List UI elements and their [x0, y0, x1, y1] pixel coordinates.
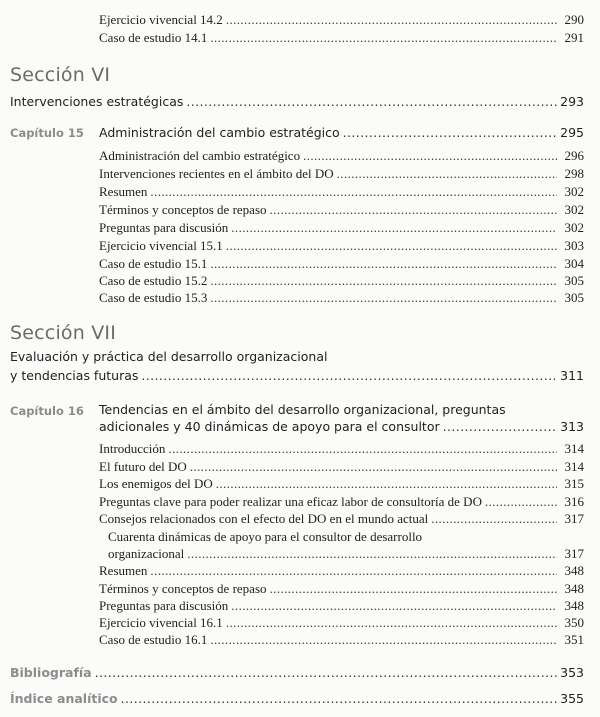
- entry-title: Caso de estudio 16.1: [99, 632, 208, 647]
- entry-page: 351: [564, 632, 584, 647]
- toc-entry: [99, 632, 584, 648]
- toc-entry: [99, 256, 584, 272]
- entry-title: Términos y conceptos de repaso: [99, 581, 267, 596]
- leader-dots: [150, 563, 557, 579]
- toc-entry: [99, 30, 584, 46]
- toc-entry: [99, 273, 584, 289]
- entry-title: Ejercicio vivencial 16.1: [99, 615, 223, 630]
- entry-page: 314: [564, 459, 584, 474]
- leader-dots: [485, 494, 557, 510]
- entry-page: 314: [564, 441, 584, 456]
- entry-title: Los enemigos del DO: [99, 476, 213, 491]
- leader-dots: [121, 691, 557, 706]
- leader-dots: [210, 30, 557, 46]
- toc-entry: [99, 511, 584, 527]
- toc-entry: [99, 581, 584, 597]
- entry-page: 291: [564, 30, 584, 45]
- leader-dots: [210, 273, 557, 289]
- chapter-title: Administración del cambio estratégico: [99, 125, 340, 140]
- entry-title: Administración del cambio estratégico: [99, 148, 301, 163]
- leader-dots: [141, 368, 557, 383]
- part-title: Intervenciones estratégicas: [10, 94, 184, 109]
- entry-page: 290: [564, 12, 584, 27]
- entry-title: Consejos relacionados con el efecto del DO en el mundo actual: [99, 511, 429, 526]
- entry-page: 302: [564, 184, 584, 199]
- leader-dots: [150, 184, 557, 200]
- toc-entry: [99, 615, 584, 631]
- chapter-title: Tendencias en el ámbito del desarrollo organizacional, preguntas: [99, 402, 506, 417]
- toc-entry: [99, 494, 584, 510]
- chapter-page: 313: [560, 419, 584, 434]
- toc-entry: [99, 202, 584, 218]
- entry-title: Caso de estudio 15.1: [99, 256, 208, 271]
- leader-dots: [443, 419, 557, 434]
- leader-dots: [168, 441, 557, 457]
- entry-title: Preguntas para discusión: [99, 598, 229, 613]
- back-matter-entry: [10, 665, 584, 680]
- part-page: 311: [560, 368, 584, 383]
- back-matter-page: 353: [560, 665, 584, 680]
- entry-title: Ejercicio vivencial 14.2: [99, 12, 223, 27]
- leader-dots: [231, 598, 557, 614]
- entry-page: 304: [564, 256, 584, 271]
- entry-page: 315: [564, 476, 584, 491]
- toc-entry: [108, 546, 584, 562]
- leader-dots: [226, 615, 557, 631]
- leader-dots: [190, 459, 557, 475]
- toc-entry: [99, 12, 584, 28]
- entry-page: 298: [564, 166, 584, 181]
- toc-entry: [99, 598, 584, 614]
- leader-dots: [216, 476, 557, 492]
- leader-dots: [270, 581, 557, 597]
- toc-entry: [99, 459, 584, 475]
- leader-dots: [343, 125, 557, 140]
- back-matter-entry: [10, 691, 584, 706]
- entry-title: Intervenciones recientes en el ámbito del DO: [99, 166, 334, 181]
- toc-entry: [99, 441, 584, 457]
- leader-dots: [210, 632, 557, 648]
- entry-page: 302: [564, 220, 584, 235]
- leader-dots: [186, 94, 557, 109]
- part-title: Evaluación y práctica del desarrollo organizacional: [10, 349, 328, 364]
- part-entry: [10, 94, 584, 109]
- leader-dots: [270, 202, 557, 218]
- entry-title: El futuro del DO: [99, 459, 187, 474]
- entry-title: Términos y conceptos de repaso: [99, 202, 267, 217]
- leader-dots: [226, 12, 557, 28]
- entry-title: Caso de estudio 15.2: [99, 273, 208, 288]
- entry-title: Resumen: [99, 184, 148, 199]
- section-heading: Sección VI: [10, 64, 111, 86]
- entry-title: Ejercicio vivencial 15.1: [99, 238, 223, 253]
- entry-title: Caso de estudio 14.1: [99, 30, 208, 45]
- entry-page: 302: [564, 202, 584, 217]
- entry-page: 348: [564, 581, 584, 596]
- toc-entry: [99, 220, 584, 236]
- chapter-entry: [99, 419, 584, 434]
- entry-page: 348: [564, 563, 584, 578]
- leader-dots: [431, 511, 557, 527]
- toc-entry: [99, 148, 584, 164]
- toc-entry: [99, 184, 584, 200]
- chapter-page: 295: [560, 125, 584, 140]
- toc-entry: [99, 476, 584, 492]
- leader-dots: [231, 220, 557, 236]
- leader-dots: [226, 238, 557, 254]
- leader-dots: [210, 256, 557, 272]
- leader-dots: [187, 546, 557, 562]
- entry-title: organizacional: [108, 546, 185, 561]
- back-matter-page: 355: [560, 691, 584, 706]
- back-matter-title: Índice analítico: [10, 691, 118, 706]
- part-title: y tendencias futuras: [10, 368, 139, 383]
- chapter-entry: [99, 125, 584, 140]
- entry-page: 316: [564, 494, 584, 509]
- chapter-label: Capítulo 16: [10, 404, 84, 418]
- entry-title: Resumen: [99, 563, 148, 578]
- back-matter-title: Bibliografía: [10, 665, 92, 680]
- entry-page: 305: [564, 290, 584, 305]
- entry-page: 348: [564, 598, 584, 613]
- leader-dots: [95, 665, 557, 680]
- chapter-title: adicionales y 40 dinámicas de apoyo para el consultor: [99, 419, 440, 434]
- entry-page: 303: [564, 238, 584, 253]
- entry-title: Preguntas clave para poder realizar una eficaz labor de consultoría de DO: [99, 494, 482, 509]
- entry-page: 305: [564, 273, 584, 288]
- entry-page: 296: [564, 148, 584, 163]
- chapter-label: Capítulo 15: [10, 126, 84, 140]
- entry-title: Caso de estudio 15.3: [99, 290, 208, 305]
- leader-dots: [303, 148, 557, 164]
- toc-entry: [99, 290, 584, 306]
- entry-title: Introducción: [99, 441, 166, 456]
- entry-page: 350: [564, 615, 584, 630]
- entry-title: Preguntas para discusión: [99, 220, 229, 235]
- section-heading: Sección VII: [10, 322, 117, 344]
- toc-entry: [99, 166, 584, 182]
- leader-dots: [210, 290, 557, 306]
- part-page: 293: [560, 94, 584, 109]
- toc-entry: [99, 238, 584, 254]
- toc-entry: [99, 563, 584, 579]
- entry-title: Cuarenta dinámicas de apoyo para el consultor de desarrollo: [108, 529, 423, 544]
- part-entry: [10, 368, 584, 383]
- entry-page: 317: [564, 511, 584, 526]
- entry-page: 317: [564, 546, 584, 561]
- leader-dots: [337, 166, 557, 182]
